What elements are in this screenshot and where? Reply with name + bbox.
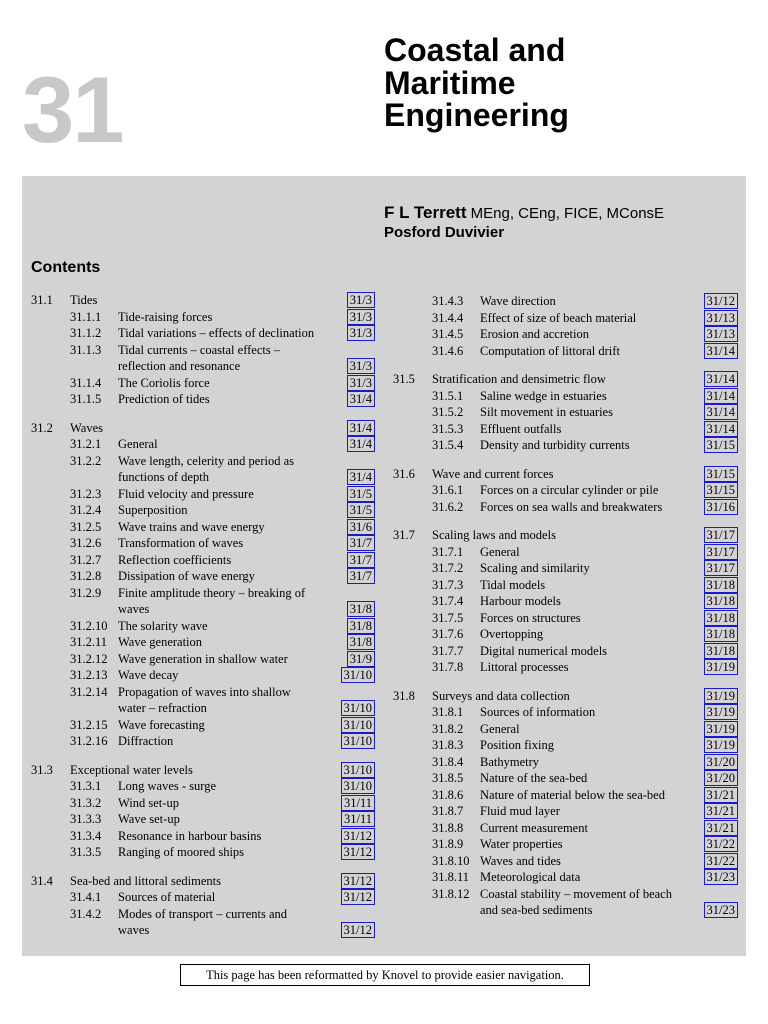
toc-entry-title: Fluid velocity and pressure <box>118 486 254 501</box>
toc-entry-title: Prediction of tides <box>118 392 210 406</box>
page-link[interactable]: 31/10 <box>341 700 375 716</box>
toc-entry-number: 31.7.4 <box>432 594 464 608</box>
page-link[interactable]: 31/18 <box>704 643 738 659</box>
author-organization: Posford Duvivier <box>384 224 505 241</box>
toc-entry-number: 31.2.10 <box>70 618 108 633</box>
page-link[interactable]: 31/19 <box>704 704 738 720</box>
page-link[interactable]: 31/21 <box>704 787 738 803</box>
toc-entry-title: Erosion and accretion <box>480 327 589 341</box>
toc-entry-title: Wave direction <box>480 294 556 308</box>
toc-entry-title: Fluid mud layer <box>480 804 560 818</box>
toc-entry <box>0 659 768 676</box>
toc-entry-title: Propagation of waves into shallow <box>118 684 291 699</box>
contents-heading: Contents <box>31 259 101 276</box>
toc-entry-title: Finite amplitude theory – breaking of <box>118 585 306 600</box>
toc-entry-number: 31.2.13 <box>70 668 108 682</box>
toc-entry <box>0 437 768 454</box>
toc-entry-title: Superposition <box>118 503 188 517</box>
toc-entry <box>0 902 768 919</box>
toc-entry-number: 31.3.2 <box>70 795 102 810</box>
toc-entry-title: Littoral processes <box>480 660 569 674</box>
toc-entry-title: Exceptional water levels <box>70 762 193 777</box>
toc-entry-number: 31.8.7 <box>432 804 464 818</box>
toc-entry <box>0 721 768 738</box>
toc-entry-number: 31.1.1 <box>70 309 102 324</box>
page-link[interactable]: 31/3 <box>347 292 375 308</box>
toc-entry-title: Overtopping <box>480 627 544 641</box>
toc-entry-title: Long waves - surge <box>118 779 217 793</box>
toc-entry-number: 31.3.3 <box>70 812 102 826</box>
toc-entry-title: and sea-bed sediments <box>480 903 593 917</box>
toc-entry-number: 31.8 <box>393 688 415 703</box>
toc-entry-number: 31.8.1 <box>432 705 464 719</box>
toc-entry <box>0 560 768 577</box>
toc-entry <box>0 922 768 939</box>
chapter-title-line-3: Engineering <box>384 97 569 133</box>
toc-entry-number: 31.8.4 <box>432 754 464 769</box>
page-link[interactable]: 31/14 <box>704 343 738 359</box>
page-link[interactable]: 31/18 <box>704 577 738 593</box>
toc-entry <box>0 310 768 327</box>
page-link[interactable]: 31/13 <box>704 310 738 326</box>
author-credentials: MEng, CEng, FICE, MConsE <box>466 205 665 222</box>
page-link[interactable]: 31/13 <box>704 326 738 342</box>
page-link[interactable]: 31/12 <box>704 293 738 309</box>
chapter-number: 31 <box>22 57 123 162</box>
toc-entry-title: Density and turbidity currents <box>480 438 630 452</box>
toc-entry-title: The Coriolis force <box>118 375 210 390</box>
toc-entry <box>0 482 768 499</box>
page-link[interactable]: 31/23 <box>704 869 738 885</box>
page-link[interactable]: 31/10 <box>341 667 375 683</box>
page-link[interactable]: 31/10 <box>341 717 375 733</box>
toc-entry-number: 31.2.1 <box>70 437 102 451</box>
toc-entry-number: 31.4.4 <box>432 310 464 325</box>
page-link[interactable]: 31/23 <box>704 902 738 918</box>
toc-entry-title: Water properties <box>480 837 563 851</box>
page-link[interactable]: 31/15 <box>704 466 738 482</box>
page-link[interactable]: 31/6 <box>347 519 375 535</box>
toc-entry-number: 31.2.7 <box>70 552 102 567</box>
toc-entry-title: Wave set-up <box>118 812 180 826</box>
page-link[interactable]: 31/11 <box>341 795 375 811</box>
toc-entry-number: 31.6.2 <box>432 499 464 514</box>
page-link[interactable]: 31/12 <box>341 922 375 938</box>
toc-entry-title: Wave forecasting <box>118 717 205 732</box>
toc-entry <box>0 754 768 771</box>
toc-entry-number: 31.5 <box>393 372 415 386</box>
toc-entry-title: General <box>118 437 158 451</box>
toc-entry-title: Position fixing <box>480 738 554 752</box>
page-link[interactable]: 31/10 <box>341 762 375 778</box>
toc-entry-number: 31.8.2 <box>432 721 464 736</box>
toc-entry-title: Saline wedge in estuaries <box>480 388 607 403</box>
toc-entry-title: Sources of material <box>118 890 216 904</box>
toc-entry-title: water – refraction <box>118 701 207 715</box>
toc-entry-number: 31.4.3 <box>432 294 464 308</box>
toc-entry-number: 31.2.16 <box>70 734 108 748</box>
toc-entry-number: 31.8.12 <box>432 886 470 901</box>
toc-entry <box>0 820 768 837</box>
toc-entry-number: 31.1.3 <box>70 342 102 357</box>
toc-entry-number: 31.7.2 <box>432 561 464 575</box>
toc-entry <box>0 388 768 405</box>
page-link[interactable]: 31/11 <box>341 811 375 827</box>
toc-entry <box>0 626 768 643</box>
toc-entry-title: Dissipation of wave energy <box>118 569 255 583</box>
page-link[interactable]: 31/19 <box>704 688 738 704</box>
toc-entry-number: 31.4.1 <box>70 890 102 904</box>
page-link[interactable]: 31/15 <box>704 482 738 498</box>
page-link[interactable]: 31/3 <box>347 309 375 325</box>
toc-entry-number: 31.2.14 <box>70 684 108 699</box>
toc-entry-title: Resonance in harbour basins <box>118 828 262 843</box>
knovel-footer-note: This page has been reformatted by Knovel to provide easier navigation. <box>180 964 590 986</box>
toc-entry <box>0 421 768 438</box>
page-link[interactable]: 31/17 <box>704 527 738 543</box>
toc-entry-number: 31.4 <box>31 873 53 888</box>
toc-entry-title: Tide-raising forces <box>118 309 213 324</box>
toc-entry-title: Sea-bed and littoral sediments <box>70 873 222 888</box>
page-link[interactable]: 31/14 <box>704 388 738 404</box>
toc-entry-title: The solarity wave <box>118 618 208 633</box>
toc-entry-number: 31.2.12 <box>70 651 108 666</box>
author-block <box>384 203 664 242</box>
toc-entry-title: Transformation of waves <box>118 536 244 550</box>
page-link[interactable]: 31/19 <box>704 721 738 737</box>
toc-entry-title: Modes of transport – currents and <box>118 906 288 921</box>
page-link[interactable]: 31/8 <box>347 634 375 650</box>
toc-entry <box>0 643 768 660</box>
page-link[interactable]: 31/15 <box>704 437 738 453</box>
toc-entry-number: 31.4.2 <box>70 906 102 921</box>
toc-entry <box>0 836 768 853</box>
page-link[interactable]: 31/20 <box>704 770 738 786</box>
toc-entry-title: Digital numerical models <box>480 643 608 658</box>
toc-entry <box>0 593 768 610</box>
toc-entry <box>0 404 768 421</box>
toc-entry-title: Effect of size of beach material <box>480 310 637 325</box>
toc-entry <box>0 527 768 544</box>
page-link[interactable]: 31/5 <box>347 486 375 502</box>
page-link[interactable]: 31/22 <box>704 836 738 852</box>
toc-entry <box>0 326 768 343</box>
toc-entry-title: Computation of littoral drift <box>480 343 620 358</box>
toc-entry-title: waves <box>118 923 150 937</box>
toc-entry-number: 31.1.4 <box>70 375 102 390</box>
page-link[interactable]: 31/12 <box>341 844 375 860</box>
toc-entry-title: Waves and tides <box>480 853 561 868</box>
toc-entry <box>0 704 768 721</box>
toc-entry-title: Sources of information <box>480 705 596 719</box>
toc-entry <box>0 803 768 820</box>
toc-entry <box>0 499 768 516</box>
toc-entry-title: Harbour models <box>480 594 561 608</box>
author-name: F L Terrett <box>384 203 467 222</box>
toc-entry-title: Silt movement in estuaries <box>480 405 613 419</box>
page-link[interactable]: 31/21 <box>704 803 738 819</box>
toc-entry-number: 31.8.11 <box>432 870 470 884</box>
toc-entry-title: Waves <box>70 420 104 435</box>
toc-entry-title: Stratification and densimetric flow <box>432 372 606 386</box>
toc-entry-number: 31.5.1 <box>432 388 464 403</box>
toc-entry-title: Tidal currents – coastal effects – <box>118 342 281 357</box>
page-link[interactable]: 31/4 <box>347 391 375 407</box>
toc-entry <box>0 853 768 870</box>
page-link[interactable]: 31/12 <box>341 828 375 844</box>
page-link[interactable]: 31/7 <box>347 552 375 568</box>
toc-entry-title: General <box>480 544 520 559</box>
toc-entry-title: Wave and current forces <box>432 466 554 481</box>
toc-entry-number: 31.5.4 <box>432 438 464 452</box>
toc-entry-number: 31.5.3 <box>432 421 464 436</box>
toc-entry <box>0 343 768 360</box>
page-link[interactable]: 31/7 <box>347 535 375 551</box>
page-link[interactable]: 31/9 <box>347 651 375 667</box>
toc-entry <box>0 869 768 886</box>
toc-entry-number: 31.8.3 <box>432 738 464 752</box>
toc-entry-number: 31.8.6 <box>432 787 464 802</box>
toc-entry-title: Reflection coefficients <box>118 552 232 567</box>
toc-entry-number: 31.7.8 <box>432 660 464 674</box>
toc-entry-number: 31.7.6 <box>432 627 464 641</box>
page-link[interactable]: 31/21 <box>704 820 738 836</box>
toc-entry-title: Tidal models <box>480 577 546 592</box>
toc-entry <box>0 886 768 903</box>
page-link[interactable]: 31/18 <box>704 593 738 609</box>
toc-entry-number: 31.4.5 <box>432 327 464 341</box>
toc-entry <box>0 577 768 594</box>
toc-entry-title: Wave length, celerity and period as <box>118 453 295 468</box>
toc-entry-number: 31.8.10 <box>432 853 470 868</box>
toc-entry <box>0 293 768 310</box>
toc-entry <box>0 787 768 804</box>
toc-entry-number: 31.7.5 <box>432 610 464 625</box>
toc-entry-title: reflection and resonance <box>118 359 241 373</box>
page-link[interactable]: 31/10 <box>341 778 375 794</box>
chapter-title <box>384 34 569 132</box>
toc-entry-title: Effluent outfalls <box>480 421 562 436</box>
toc-entry-number: 31.7 <box>393 528 415 542</box>
toc-entry-number: 31.7.1 <box>432 544 464 559</box>
toc-entry-title: Wave generation in shallow water <box>118 651 288 666</box>
toc-entry-number: 31.2.11 <box>70 635 108 649</box>
toc-entry-title: Forces on structures <box>480 610 581 625</box>
page-link[interactable]: 31/12 <box>341 889 375 905</box>
page-link[interactable]: 31/10 <box>341 733 375 749</box>
toc-entry-title: functions of depth <box>118 470 209 484</box>
page-link[interactable]: 31/17 <box>704 560 738 576</box>
toc-entry-title: Meteorological data <box>480 870 581 884</box>
toc-entry <box>0 610 768 627</box>
toc-entry <box>0 688 768 705</box>
toc-entry-title: Wind set-up <box>118 795 179 810</box>
toc-entry-number: 31.1.2 <box>70 326 102 340</box>
toc-entry-title: Ranging of moored ships <box>118 845 245 859</box>
toc-entry-number: 31.8.9 <box>432 837 464 851</box>
page-link[interactable]: 31/14 <box>704 404 738 420</box>
toc-entry-number: 31.2.2 <box>70 453 102 468</box>
page-link[interactable]: 31/18 <box>704 610 738 626</box>
toc-entry <box>0 466 768 483</box>
page-link[interactable]: 31/3 <box>347 358 375 374</box>
toc-entry-number: 31.3.4 <box>70 828 102 843</box>
toc-entry-number: 31.4.6 <box>432 343 464 358</box>
toc-entry-number: 31.2.4 <box>70 503 102 517</box>
toc-entry-title: Tidal variations – effects of declination <box>118 326 315 340</box>
page-link[interactable]: 31/19 <box>704 659 738 675</box>
page-link[interactable]: 31/16 <box>704 499 738 515</box>
toc-entry-number: 31.8.8 <box>432 820 464 835</box>
toc-entry-title: Current measurement <box>480 820 588 835</box>
toc-entry-title: Wave decay <box>118 668 179 682</box>
page-link[interactable]: 31/7 <box>347 568 375 584</box>
toc-entry-number: 31.6.1 <box>432 483 464 497</box>
toc-entry-title: Nature of material below the sea-bed <box>480 787 665 802</box>
page-link[interactable]: 31/17 <box>704 544 738 560</box>
page-link[interactable]: 31/14 <box>704 421 738 437</box>
page-link[interactable]: 31/3 <box>347 375 375 391</box>
page-link[interactable]: 31/18 <box>704 626 738 642</box>
toc-entry-number: 31.2.15 <box>70 717 108 732</box>
toc-entry-number: 31.2.5 <box>70 519 102 534</box>
toc-entry-number: 31.5.2 <box>432 405 464 419</box>
toc-entry-number: 31.3.5 <box>70 845 102 859</box>
toc-entry-number: 31.3 <box>31 762 53 777</box>
toc-entry-title: Diffraction <box>118 734 174 748</box>
page-link[interactable]: 31/3 <box>347 325 375 341</box>
page-link[interactable]: 31/14 <box>704 371 738 387</box>
toc-entry-number: 31.8.5 <box>432 771 464 785</box>
page-link[interactable]: 31/5 <box>347 502 375 518</box>
toc-entry-title: waves <box>118 602 150 616</box>
toc-entry-title: Surveys and data collection <box>432 688 570 703</box>
toc-entry-title: Tides <box>70 293 98 307</box>
toc-entry-title: Forces on a circular cylinder or pile <box>480 483 659 497</box>
chapter-title-line-1: Coastal and <box>384 32 566 68</box>
toc-entry-number: 31.6 <box>393 466 415 481</box>
chapter-title-line-2: Maritime <box>384 64 516 101</box>
toc-entry-title: Scaling and similarity <box>480 561 590 575</box>
page-link[interactable]: 31/8 <box>347 601 375 617</box>
page-link[interactable]: 31/4 <box>347 469 375 485</box>
toc-entry <box>0 737 768 754</box>
toc-entry-number: 31.2 <box>31 420 53 435</box>
toc-entry-number: 31.7.7 <box>432 643 464 658</box>
toc-entry-number: 31.3.1 <box>70 779 102 793</box>
toc-entry-title: Nature of the sea-bed <box>480 771 588 785</box>
toc-entry-number: 31.1.5 <box>70 392 102 406</box>
toc-entry-title: Bathymetry <box>480 754 540 769</box>
toc-entry-number: 31.2.8 <box>70 569 102 583</box>
toc-entry-number: 31.2.3 <box>70 486 102 501</box>
page-link[interactable]: 31/12 <box>341 873 375 889</box>
toc-entry-number: 31.7.3 <box>432 577 464 592</box>
toc-entry-title: Coastal stability – movement of beach <box>480 886 672 901</box>
toc-entry <box>0 544 768 561</box>
toc-entry-number: 31.1 <box>31 293 53 307</box>
page-link[interactable]: 31/8 <box>347 618 375 634</box>
toc-entry-title: Wave generation <box>118 635 203 649</box>
toc-entry-number: 31.2.6 <box>70 536 102 550</box>
toc-entry <box>0 371 768 388</box>
toc-entry-title: Wave trains and wave energy <box>118 519 265 534</box>
toc-entry-number: 31.2.9 <box>70 585 102 600</box>
toc-entry-title: Forces on sea walls and breakwaters <box>480 499 663 514</box>
toc-entry <box>0 770 768 787</box>
page-link[interactable]: 31/22 <box>704 853 738 869</box>
page-link[interactable]: 31/4 <box>347 420 375 436</box>
page-link[interactable]: 31/20 <box>704 754 738 770</box>
page-link[interactable]: 31/19 <box>704 737 738 753</box>
toc-entry-title: General <box>480 721 520 736</box>
author-line <box>384 203 664 223</box>
page-link[interactable]: 31/4 <box>347 436 375 452</box>
toc-entry-title: Scaling laws and models <box>432 528 556 542</box>
